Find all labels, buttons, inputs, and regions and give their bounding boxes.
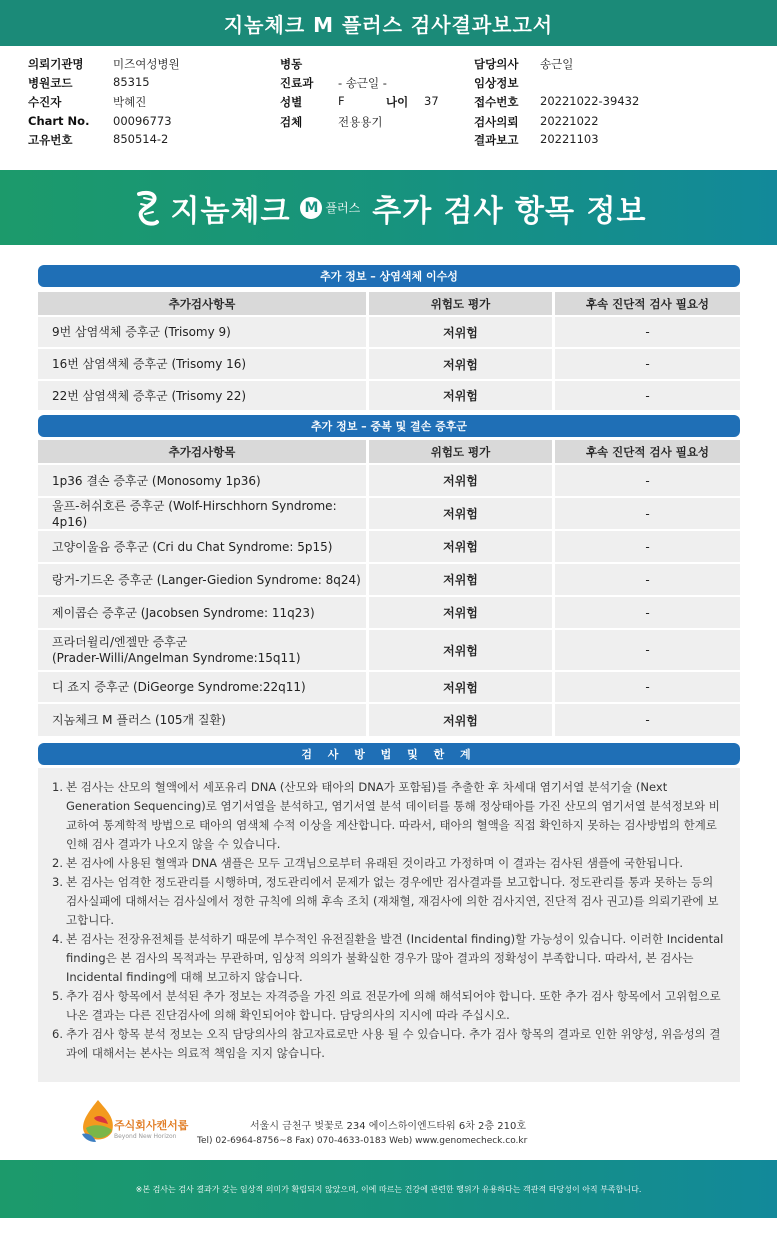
item-line-1: 프라더윌리/엔젤만 증후군 [52, 635, 188, 649]
report-date-label: 결과보고 [474, 133, 519, 147]
hospital-code-label: 병원코드 [28, 76, 73, 90]
item-cell: 1p36 결손 증후군 (Monosomy 1p36) [38, 465, 366, 496]
risk-cell: 저위험 [369, 465, 552, 496]
request-date: 20221022 [540, 114, 599, 128]
table-row [38, 381, 740, 410]
follow-up-cell: - [555, 531, 740, 562]
follow-up-cell: - [555, 317, 740, 347]
col-risk-header: 위험도 평가 [369, 440, 552, 463]
method-item-number: 6. [52, 1027, 63, 1041]
company-contact: Tel) 02-6964-8756~8 Fax) 070-4633-0183 Web) www.genomecheck.co.kr [197, 1136, 528, 1146]
genome-logo-icon [131, 188, 165, 228]
method-item-number: 1. [52, 780, 63, 794]
table-row [38, 531, 740, 562]
table-row [38, 630, 740, 670]
section1-header: 추가 정보 – 상염색체 이수성 [38, 265, 740, 287]
banner-plus: 플러스 [325, 201, 361, 215]
follow-up-cell: - [555, 498, 740, 529]
info-row-5 [28, 132, 768, 150]
risk-cell: 저위험 [369, 672, 552, 702]
banner-title: 추가 검사 항목 정보 [372, 193, 647, 229]
method-item [52, 1025, 726, 1063]
method-item-text: 본 검사는 산모의 혈액에서 세포유리 DNA (산모와 태아의 DNA가 포함됨)를 추출한 후 차세대 염기서열 분석기술 (Next Generation Sequencing)로 염기서열을 분석하고, 염기서열 분석 데이터를 통해 정상태아를 가진 산모의 염기서열 분석정보와 비교하여 통계학적 방법으로 태아의 염색체 수적 이상을 계산합니다. 따라서, 태아의 혈액을 직접 확인하지 못하는 검사방법의 한계로 인해 검사 결과가 나오지 않을 수 있습니다. [66, 780, 720, 851]
risk-cell: 저위험 [369, 597, 552, 628]
info-row-1 [28, 56, 768, 74]
sex-label: 성별 [280, 95, 303, 109]
item-cell: 지놈체크 M 플러스 (105개 질환) [38, 704, 366, 736]
col-follow-up-header: 후속 진단적 검사 필요성 [555, 440, 740, 463]
age: 37 [424, 94, 439, 108]
table-row [38, 498, 740, 529]
method-item-text: 본 검사에 사용된 혈액과 DNA 샘플은 모두 고객님으로부터 유래된 것이라고 가정하며 이 결과는 검사된 샘플에 국한됩니다. [66, 856, 684, 870]
recipient-label: 수진자 [28, 95, 62, 109]
clinical-info-label: 임상정보 [474, 76, 519, 90]
disclaimer-bar [0, 1160, 777, 1218]
section2-table [38, 440, 740, 736]
col-follow-up-header: 후속 진단적 검사 필요성 [555, 292, 740, 315]
item-cell: 랑거-기드온 증후군 (Langer-Giedion Syndrome: 8q24) [38, 564, 366, 595]
table-row [38, 564, 740, 595]
chart-no: 00096773 [113, 114, 172, 128]
table-header [38, 292, 740, 315]
item-cell: 제이콥슨 증후군 (Jacobsen Syndrome: 11q23) [38, 597, 366, 628]
risk-cell: 저위험 [369, 630, 552, 670]
table-row [38, 672, 740, 702]
requesting-institution-label: 의뢰기관명 [28, 57, 84, 71]
table-row [38, 704, 740, 736]
risk-cell: 저위험 [369, 531, 552, 562]
table-header [38, 440, 740, 463]
method-item-text: 추가 검사 항목 분석 정보는 오직 담당의사의 참고자료로만 사용 될 수 있습니다. 추가 검사 항목의 결과로 인한 위양성, 위음성의 결과에 대해서는 본사는 의료적 책임을 지지 않습니다. [66, 1027, 721, 1060]
age-label: 나이 [386, 95, 409, 109]
table-row [38, 465, 740, 496]
follow-up-cell: - [555, 381, 740, 410]
risk-cell: 저위험 [369, 498, 552, 529]
follow-up-cell: - [555, 465, 740, 496]
method-item [52, 873, 726, 930]
risk-cell: 저위험 [369, 349, 552, 379]
unique-no-label: 고유번호 [28, 133, 73, 147]
sex: F [338, 94, 345, 108]
request-date-label: 검사의뢰 [474, 115, 519, 129]
method-item [52, 930, 726, 987]
follow-up-cell: - [555, 597, 740, 628]
receipt-no: 20221022-39432 [540, 94, 640, 108]
ward-label: 병동 [280, 57, 303, 71]
method-list [52, 778, 726, 1063]
method-item-number: 5. [52, 989, 63, 1003]
item-cell [38, 630, 366, 670]
department: - 송근일 - [338, 76, 387, 90]
method-item-text: 추가 검사 항목에서 분석된 추가 정보는 자격증을 가진 의료 전문가에 의해 해석되어야 합니다. 또한 추가 검사 항목에서 고위험으로 나온 결과는 다른 진단검사에 의해 확인되어야 합니다. 담당의사의 지시에 따라 주십시오. [66, 989, 721, 1022]
follow-up-cell: - [555, 630, 740, 670]
follow-up-cell: - [555, 349, 740, 379]
unique-no: 850514-2 [113, 132, 169, 146]
method-item-number: 3. [52, 875, 63, 889]
method-item-text: 본 검사는 엄격한 정도관리를 시행하며, 정도관리에서 문제가 없는 경우에만 검사결과를 보고합니다. 정도관리를 통과 못하는 등의 검사실패에 대해서는 검사실에서 정한 규칙에 의해 후속 조치 (재채혈, 재검사에 의한 검사지연, 진단적 검사 권고)를 의뢰기관에 보고합니다. [66, 875, 719, 927]
risk-cell: 저위험 [369, 564, 552, 595]
hospital-code: 85315 [113, 75, 150, 89]
section1-table [38, 292, 740, 410]
method-item [52, 854, 726, 873]
report-title: 지놈체크 M 플러스 검사결과보고서 [0, 0, 777, 46]
requesting-institution: 미즈여성병원 [113, 57, 180, 71]
doctor: 송근일 [540, 57, 574, 71]
table-row [38, 317, 740, 347]
method-item-number: 4. [52, 932, 63, 946]
method-item [52, 987, 726, 1025]
report-date: 20221103 [540, 132, 599, 146]
table-row [38, 597, 740, 628]
method-header: 검 사 방 법 및 한 계 [38, 743, 740, 765]
risk-cell: 저위험 [369, 317, 552, 347]
specimen: 전용용기 [338, 115, 383, 129]
specimen-label: 검체 [280, 115, 303, 129]
disclaimer-text: ※본 검사는 검사 결과가 갖는 임상적 의미가 확립되지 않았으며, 이에 따르는 건강에 관련한 행위가 유용하다는 객관적 타당성이 아직 부족합니다. [135, 1184, 642, 1194]
method-box [38, 768, 740, 1082]
doctor-label: 담당의사 [474, 57, 519, 71]
info-row-4 [28, 114, 768, 132]
company-tagline: Beyond New Horizon [114, 1133, 177, 1140]
table-row [38, 349, 740, 379]
follow-up-cell: - [555, 564, 740, 595]
col-risk-header: 위험도 평가 [369, 292, 552, 315]
risk-cell: 저위험 [369, 704, 552, 736]
item-line-2: (Prader-Willi/Angelman Syndrome:15q11) [52, 651, 301, 665]
banner-m-icon: M [300, 197, 322, 219]
col-item-header: 추가검사항목 [38, 292, 366, 315]
info-row-2 [28, 75, 768, 93]
receipt-no-label: 접수번호 [474, 95, 519, 109]
patient-info [28, 56, 768, 152]
item-cell: 22번 삼염색체 증후군 (Trisomy 22) [38, 381, 366, 410]
company-name: 주식회사캔서롭 [114, 1119, 189, 1132]
company-address: 서울시 금천구 벚꽃로 234 에이스하이엔드타워 6차 2층 210호 [250, 1121, 527, 1132]
item-cell: 9번 삼염색체 증후군 (Trisomy 9) [38, 317, 366, 347]
chart-no-label: Chart No. [28, 114, 90, 128]
method-item [52, 778, 726, 854]
section2-header: 추가 정보 – 중복 및 결손 증후군 [38, 415, 740, 437]
follow-up-cell: - [555, 704, 740, 736]
risk-cell: 저위험 [369, 381, 552, 410]
col-item-header: 추가검사항목 [38, 440, 366, 463]
item-cell: 고양이울음 증후군 (Cri du Chat Syndrome: 5p15) [38, 531, 366, 562]
item-cell: 디 죠지 증후군 (DiGeorge Syndrome:22q11) [38, 672, 366, 702]
banner [0, 170, 777, 245]
department-label: 진료과 [280, 76, 314, 90]
follow-up-cell: - [555, 672, 740, 702]
method-item-number: 2. [52, 856, 63, 870]
method-item-text: 본 검사는 전장유전체를 분석하기 때문에 부수적인 유전질환을 발견 (Incidental finding)할 가능성이 있습니다. 이러한 Incidental finding은 본 검사의 목적과는 무관하며, 임상적 의의가 불확실한 경우가 많아 결과의 정확성이 부족합니다. 따라서, 본 검사는 Incidental finding에 대해 보고하지 않습니다. [66, 932, 724, 984]
info-row-3 [28, 94, 768, 112]
recipient: 박혜진 [113, 95, 147, 109]
banner-brand: 지놈체크 [170, 193, 291, 229]
item-cell: 16번 삼염색체 증후군 (Trisomy 16) [38, 349, 366, 379]
item-cell: 울프-허쉬호른 증후군 (Wolf-Hirschhorn Syndrome: 4p16) [38, 498, 366, 529]
